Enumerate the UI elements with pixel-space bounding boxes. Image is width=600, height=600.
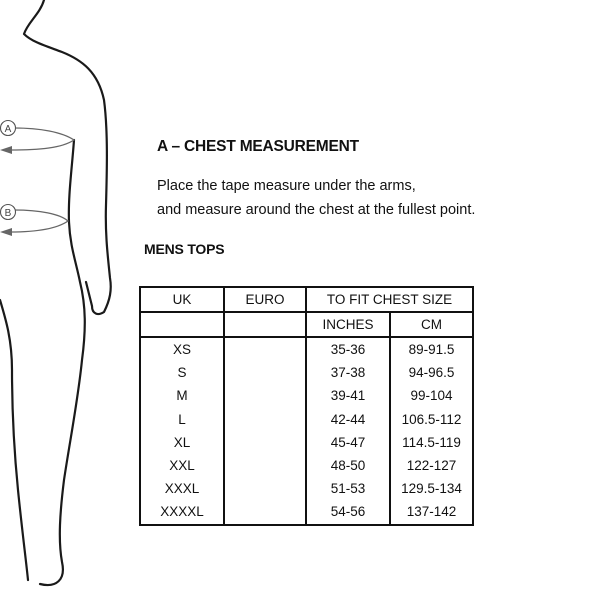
cm-cell: 129.5-134 (390, 477, 473, 500)
euro-cell (224, 431, 306, 454)
cm-cell: 122-127 (390, 454, 473, 477)
table-row (140, 454, 473, 477)
arrow-a-icon (0, 146, 12, 154)
table-title: MENS TOPS (144, 241, 225, 257)
inches-cell: 45-47 (306, 431, 390, 454)
euro-cell (224, 477, 306, 500)
euro-subheader-blank (224, 312, 306, 337)
uk-cell: XXXL (140, 477, 224, 500)
uk-header: UK (140, 287, 224, 312)
measure-line-b (10, 210, 68, 232)
inches-cell: 35-36 (306, 337, 390, 361)
inches-cell: 54-56 (306, 500, 390, 524)
marker-a-label: A (4, 124, 12, 135)
table-row (140, 384, 473, 407)
table-row (140, 337, 473, 361)
inches-cell: 37-38 (306, 361, 390, 384)
uk-cell: L (140, 408, 224, 431)
size-chart-table (139, 286, 474, 526)
instruction-line-2: and measure around the chest at the fullest point. (157, 202, 476, 218)
cm-cell: 106.5-112 (390, 408, 473, 431)
euro-cell (224, 361, 306, 384)
euro-cell (224, 384, 306, 407)
instruction-line-1: Place the tape measure under the arms, (157, 178, 416, 194)
euro-cell (224, 408, 306, 431)
table-row (140, 500, 473, 524)
chest-size-header: TO FIT CHEST SIZE (306, 287, 473, 312)
euro-cell (224, 500, 306, 524)
euro-header: EURO (224, 287, 306, 312)
euro-cell (224, 454, 306, 477)
inches-cell: 39-41 (306, 384, 390, 407)
measure-line-a (10, 128, 74, 150)
cm-header: CM (390, 312, 473, 337)
cm-cell: 94-96.5 (390, 361, 473, 384)
marker-b-label: B (4, 208, 12, 219)
inches-cell: 51-53 (306, 477, 390, 500)
table-row (140, 408, 473, 431)
inches-cell: 42-44 (306, 408, 390, 431)
table-row (140, 361, 473, 384)
body-outline-torso (40, 140, 85, 585)
cm-cell: 137-142 (390, 500, 473, 524)
header-row-1 (140, 287, 473, 312)
body-outline-upper (24, 0, 111, 314)
cm-cell: 99-104 (390, 384, 473, 407)
header-row-2 (140, 312, 473, 337)
table-row (140, 431, 473, 454)
uk-cell: M (140, 384, 224, 407)
uk-cell: XL (140, 431, 224, 454)
cm-cell: 114.5-119 (390, 431, 473, 454)
inches-header: INCHES (306, 312, 390, 337)
uk-subheader-blank (140, 312, 224, 337)
arrow-b-icon (0, 228, 12, 236)
euro-cell (224, 337, 306, 361)
uk-cell: XS (140, 337, 224, 361)
uk-cell: XXXXL (140, 500, 224, 524)
table-row (140, 477, 473, 500)
inches-cell: 48-50 (306, 454, 390, 477)
cm-cell: 89-91.5 (390, 337, 473, 361)
uk-cell: XXL (140, 454, 224, 477)
section-heading: A – CHEST MEASUREMENT (157, 138, 359, 155)
uk-cell: S (140, 361, 224, 384)
body-outline-leg (0, 300, 28, 580)
